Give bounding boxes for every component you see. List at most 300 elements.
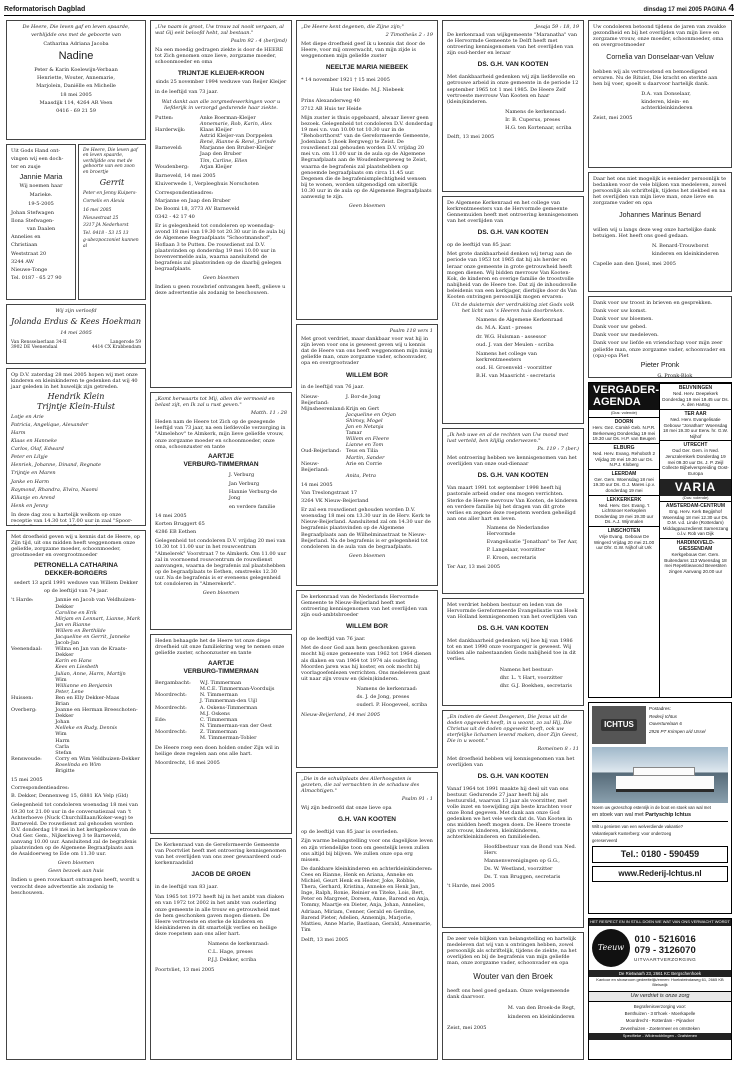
c4-koot2-sign-0: Namens de Algemene Kerkenraad xyxy=(476,317,563,324)
c5-agenda-varia-sub: (Dus: volende) xyxy=(682,495,709,501)
c5-funeral-banner: HET RESPECT EN IN STILL DOEN WE WAT VAN ONS VERWACHT WORDT xyxy=(590,919,730,924)
block: Oud-Beijerland: xyxy=(301,448,342,455)
block: Kees en Liesbeth xyxy=(55,664,99,671)
block xyxy=(155,680,287,741)
block: Willianne en Benjamin xyxy=(55,682,113,689)
block: Mirjam en Lennart, Lianne, Mark xyxy=(55,615,141,622)
c1-jannie-roep2: Marieke. xyxy=(29,191,53,198)
koot-hoek-van-holland xyxy=(442,598,584,706)
c5-funeral-cta: Uw verdriet is onze zorg xyxy=(589,991,731,1002)
c5-ichtus-tel: 0180 - 590459 xyxy=(641,849,700,860)
c5-velu-body: hebben wij als vertroostend en bemoedigend ervaren. Nu de Rituist, Die kracht en sterkte aan hen bij voer, spoelt u daarvoor hartelijk dank. xyxy=(593,68,718,88)
c5-agenda-title2: AGENDA xyxy=(593,395,641,408)
block: Ben en Elly Dekker-Maas xyxy=(55,694,120,701)
c2-jacob-sign-1: C.L. Hage, preses xyxy=(207,949,253,956)
c5-ichtus-addr-3: 2926 PT Krimpen a/d IJssel xyxy=(649,728,706,734)
c5-ichtus-logo: ICHTUS xyxy=(601,719,637,731)
c3-neeltje1-name: NEELTJE MARIA NIEBEEK xyxy=(325,64,409,72)
block: Arjan Kleijer xyxy=(199,163,233,170)
death-koot-family xyxy=(296,772,438,1060)
c1-hendrik-names-1: Trijntje Klein-Hulst xyxy=(36,402,115,412)
koot-genemuiden xyxy=(442,196,584,424)
c1-jannie-addr-0: Weststraat 20 xyxy=(11,251,47,258)
block: Mijnsheerenland: xyxy=(301,405,346,412)
block: Martin, Sander xyxy=(345,454,385,461)
c1-huwelijk-a2: Langerode 59 xyxy=(110,339,141,345)
block xyxy=(633,767,696,776)
c5-pieter-lines-1: Dank voor uw komst. xyxy=(593,308,647,315)
c1-hendrik-kids-8: Janke en Harm xyxy=(11,478,50,485)
block xyxy=(155,735,200,741)
block: Willem en Fleere xyxy=(345,436,390,443)
c3-willem1-ref: Psalm 118 vers 1 xyxy=(389,328,433,334)
c1-jannie-lines-1: vingen wij een doch- xyxy=(11,156,64,163)
header-page-number: 4 xyxy=(728,2,734,14)
c5-funeral-note: Kantoor en showroom gedeeltelijk/ennen: Hoeksteindaweg 61, 2665 KB Bleiswijk xyxy=(596,977,724,987)
c5-ichtus-ship-note: Noem uw gezeschop estenrijk in de boot en stoek van wal met xyxy=(592,805,711,810)
c1-nadine-parents-1: Henriette, Wouter, Annemarie, xyxy=(37,74,115,81)
c1-hendrik-kids-4: Carlos, Olaf, Edward xyxy=(11,446,64,453)
block xyxy=(649,706,705,736)
c1-gerrit-addr-0: Nieuwstraat 25 xyxy=(83,215,119,221)
c2-aartje1-date: 14 mei 2005 xyxy=(155,513,187,520)
varia-title: VARIA xyxy=(660,479,731,496)
c4-wouter-sign-0: M. van den Broek-de Regt, xyxy=(507,1005,576,1012)
c4-koot4-sign-2: dhr. G.J. Boekhen, secretaris xyxy=(499,682,572,689)
c3-willem1-body: Er zal een rouwdienst gehouden worden D.V. woensdag 18 mei om 13.30 uur in de Herv. Kerk te Nieuw-Beijerland. Aansluitend zal om 14.30 uur de begrafenis plaatsvinden op de Algemene Begraafplaats aan de Wilhelminastraat te Nieuw-Beijerland. Na de begrafenis is er gelegenheid tot condoleren in de aula van de begraafplaats. xyxy=(301,507,431,550)
gerrit-name: Gerrit xyxy=(99,178,125,188)
c2-jacob-sign-2: P.J.J. Dekker, scriba xyxy=(207,957,257,964)
block: Z. Timmerman xyxy=(199,728,238,735)
block: BEUVNINGEN xyxy=(678,385,713,391)
block: Huissen: xyxy=(11,694,34,701)
c2-kroon-name: TRIJNTJE KLEIJER-KROON xyxy=(177,69,265,77)
block: Jacqueline en Gerrit, Janneke xyxy=(55,633,130,640)
c2-jacob-body: Van 1965 tot 1972 heeft hij in het ambt van diaken en van 1972 tot 2002 in het ambt van ouderling onze gemeente in alle trouw en getrouwheid met de hem geschonken gaven mogen dienen. De Heere vertroeste en sterke de kinderen en kleinkinderen in dit smartelijk verlies en heilige deze roepstem aan ons aller hart. xyxy=(155,894,285,937)
c2-aartje2-date: Moordrecht, 16 mei 2005 xyxy=(155,760,220,767)
c1-gerrit-parents-1: Cornelis en Alexia xyxy=(83,198,125,204)
c4-koot3-name: DS. G.H. VAN KOOTEN xyxy=(477,472,549,480)
c2-aartje2-name-1: VERBURG-TIMMERMAN xyxy=(183,668,259,676)
c5-funeral-list-2: Moordrecht - Rotterdam - Pijnacker xyxy=(625,1018,695,1024)
block: C. Timmerman xyxy=(199,716,238,723)
c1-hendrik-kids-5: Peter en Lilyje xyxy=(11,454,48,461)
agenda-item xyxy=(589,526,659,552)
c1-petronella-age: op de leeftijd van 74 jaar. xyxy=(43,588,109,595)
c5-pieter-lines-4: Dank voor uw medeleven. xyxy=(593,332,659,339)
c1-hendrik-kids-2: Harm xyxy=(11,429,26,436)
c1-gerrit-addr-1: 3317 JA Nederhorst xyxy=(83,223,129,229)
c1-jannie-fam-4: Christiaan xyxy=(11,242,38,249)
block: Wilma en Jan van de Kraats-Dekker xyxy=(55,646,128,659)
c5-funeral-tel2: 079 - 3126070 xyxy=(634,945,696,957)
block xyxy=(301,394,433,479)
c5-ichtus-addr-2: Ouverturelaan 6 xyxy=(649,721,682,727)
c3-koot-intro: Wij zijn bedroefd dat onze lieve opa xyxy=(301,805,392,812)
ad-ichtus xyxy=(588,702,732,914)
koot-ter-aar xyxy=(442,428,584,594)
block: Harderwijk: xyxy=(155,127,186,134)
block xyxy=(592,821,728,822)
c5-ichtus-brand: Partyschip Ichtus xyxy=(645,812,692,819)
c1-petronella-nob2: Geen bezoek aan huis xyxy=(48,868,104,875)
c3-neeltje1-ref: 2 Timotheüs 2 : 19 xyxy=(385,32,433,39)
thanks-pronk xyxy=(588,296,732,378)
c4-koot2-name: DS. G.H. VAN KOOTEN xyxy=(477,229,549,237)
c4-koot5-ref: Romeinen 8 : 11 xyxy=(537,746,579,753)
agenda-item xyxy=(589,495,659,526)
block: J. Bor-de Jong xyxy=(345,393,381,400)
block: Jacqueline en Orjan xyxy=(345,411,397,418)
block xyxy=(616,776,714,792)
block: Ned. Herv. Ger. Evang. 't Lichtsnoer Kerkeplein Donderdag 19 mei 19.30 uur Ds. A.J. Wijnmalen xyxy=(594,502,654,525)
c3-neeltje1-verse: „De Heere kent degenen, die Zijne zijn;" xyxy=(301,24,404,30)
c3-koot-name: G.H. VAN KOOTEN xyxy=(337,816,397,824)
c4-wouter-sign-1: kinderen en kleinkinderen xyxy=(507,1013,575,1020)
c2-jacob-intro: De Kerkenraad van de Gereformeerde Gemeente van Poortvliet heeft met ontroering kennisgenomen van het overlijden van ons zeer gewaardeerd oud-kerkenraadslid xyxy=(155,842,287,867)
death-petronella xyxy=(6,530,146,1060)
c1-petronella-since: sedert 13 april 1991 weduwe van Willem Dekker xyxy=(14,580,138,587)
block: Moordrecht: xyxy=(155,728,187,735)
c5-ichtus-q2: Vakantiepark Kusterberg: voor onderzoeg xyxy=(592,830,672,836)
family-row xyxy=(301,394,433,406)
block: René, Rianne & René, Jorinde xyxy=(199,139,276,146)
c1-jannie-date: 19-5-2005 xyxy=(28,200,54,207)
c5-velu-date: Zeist, mei 2005 xyxy=(593,115,633,122)
ship-photo xyxy=(592,747,728,803)
page-date xyxy=(644,3,735,15)
c2-jacob-sign-0: Namens de kerkenraad: xyxy=(207,941,269,948)
c3-willem1-nob: Geen bloemen xyxy=(348,552,386,559)
block: 't Harde: xyxy=(11,597,34,604)
c2-aartje1-verse: „Komt herwaarts tot Mij, allen die vermoeid en belast zijt, en Ik zal u rust geven." xyxy=(155,396,275,409)
block: Nieuw-Beijerland: xyxy=(301,393,329,406)
c1-nadine-addr: Maasdijk 114, 4264 AR Veen xyxy=(39,100,113,107)
koot-bond xyxy=(442,710,584,928)
c1-petronella-date: 15 mei 2005 xyxy=(11,777,43,784)
c1-huwelijk-a4: 4414 CX Krabbendam xyxy=(91,345,141,351)
c5-funeral-list-1: Benthuizen - 3 B'hoek - Moerkapelle xyxy=(624,1010,696,1016)
c1-petronella-name-0: PETRONELLA CATHARINA xyxy=(34,562,118,570)
block: Tamar xyxy=(345,430,362,437)
block: Karin en Hans xyxy=(55,658,92,665)
c2-kroon-body: Er is gelegenheid tot condoleren op woensdag-avond 18 mei van 19.30 tot 20.30 uur in de aula bij de Algemene Begraafplaats "Schootmanshof", Hoflaan 3 te Putten. De rouwdienst zal D.V. plaatsvinden op donderdag 19 mei 10.00 uur in bovenvermelde aula, waarna aansluitend de begrafenis zal plaatsvinden op de daarbij gelegen begraafplaats. xyxy=(155,223,286,272)
block: N. Timmerman-van der Oest xyxy=(199,722,272,729)
block: Herv. Gez. Comité Geb. N.P.R. Berkenweg Donderdag 19 mei 19.30 uur Ds. H.P. van Beugen xyxy=(592,425,656,442)
c3-willem1-intro: Met groot verdriet, maar dankbaar voor wat hij in zijn leven voor ons is geweest geven wij u kennis dat de Heere van ons heeft weggenomen mijn innig geliefde man, onze zorgzame vader, schoonvader, opa en overgrootvader xyxy=(301,336,433,367)
agenda-item xyxy=(589,417,659,443)
c5-johannes-sign-1: kinderen en kleinkinderen xyxy=(651,251,719,258)
block: W.J. Timmerman xyxy=(199,680,242,687)
c3-willem1-addr-1: 3264 VK Nieuw-Beijerland xyxy=(301,498,369,505)
c5-ichtus-q: Wilt u genieten van een welverdiende vakantie? xyxy=(592,823,684,829)
c4-koot3-intro: Met ontroering hebben we kennisgenomen van het overlijden van onze oud-dienaar xyxy=(447,455,577,468)
block: Nieuw-Beijerland: xyxy=(301,460,329,473)
block xyxy=(301,473,346,479)
c1-nadine-lines-1: verblijdde ons met de geboorte van xyxy=(31,32,121,39)
c2-kroon-age: in de leeftijd van 73 jaar. xyxy=(155,88,218,95)
c1-petronella-nob: Geen bloemen xyxy=(57,860,95,867)
c4-koot2-sign-2: dr. W.G. Hulsman - assessor xyxy=(476,333,547,340)
block: Barneveld: xyxy=(155,145,183,152)
c5-funeral-foot: Specifieke - Wildenckhlingen - Grafstenen xyxy=(589,1033,731,1040)
block: Veenendaal: xyxy=(11,646,42,653)
c5-agenda-sub: (Dus: volende) xyxy=(610,410,637,416)
c4-koot5-name: DS. G.H. VAN KOOTEN xyxy=(477,772,549,780)
block xyxy=(589,417,659,552)
block: Willem en Berthilde xyxy=(55,627,106,634)
c1-jannie-lines-2: ter en zusje xyxy=(11,164,41,171)
c3-willem1-addr-0: Van Treslongstraat 17 xyxy=(301,489,358,496)
c4-koot3-sign-1: Evangelisatie "Jonathan" te Ter Aar, xyxy=(486,539,578,546)
c5-johannes-date: Capelle aan den IJssel, mei 2005 xyxy=(593,261,676,268)
block: Stefan xyxy=(55,749,72,756)
death-willem-1 xyxy=(296,324,438,586)
c2-aartje1-sign-1: Jan Verburg xyxy=(228,480,260,487)
birth-gerrit xyxy=(78,144,146,300)
block: Johan xyxy=(55,719,70,726)
c5-johannes-name: Johannes Marinus Benard xyxy=(619,212,701,220)
c2-aartje1-ref: Matth. 11 : 28 xyxy=(250,410,287,417)
header-page-label: PAGINA xyxy=(703,6,727,13)
c4-koot4-body: Met dankbaarheid gedenken wij hoe hij van 1986 tot en met 1990 onze voorganger is geweest. Wij bidden alle nabestaanden Gods nabijheid toe in dit verlies. xyxy=(447,638,577,663)
block: Teus en Tilia xyxy=(345,448,379,455)
family-row xyxy=(301,473,433,479)
block: Jaap den Bruber xyxy=(199,151,242,158)
block: N. Timmerman xyxy=(199,692,238,699)
block: Klaas Kleijer xyxy=(199,127,233,134)
c1-hendrik-kids-7: Trijntje en Maren xyxy=(11,470,56,477)
c5-pieter-lines-2: Dank voor uw bloemen. xyxy=(593,316,654,323)
c3-willem2-intro: De kerkenraad van de Nederlands Hervormde Gemeente te Nieuw-Beijerland heeft met ontroering kennisgenomen van het overlijden van zijn oud-ambtsbroeder xyxy=(301,594,428,619)
agenda-item xyxy=(660,383,731,409)
c4-koot5-sign-0: Hoofdbestuur van de Bond van Ned. Herv. xyxy=(483,843,577,856)
c4-koot5-sign-3: Ds. T. van Bruggen, secretaris xyxy=(483,873,561,880)
c4-koot1-sign-2: H.G. ten Kortenaar, scriba xyxy=(505,125,572,132)
c2-aartje1-name-1: VERBURG-TIMMERMAN xyxy=(183,460,259,468)
c4-wouter-date: Zeist, mei 2005 xyxy=(447,1024,487,1031)
c4-wouter-body: heeft ons heel goed gedaan. Onze welgemeende dank daarvoor. xyxy=(447,988,570,1001)
block: Jannie en Jacob van Veldhuizen-Dekker xyxy=(55,597,137,610)
c2-jacob-name: JACOB DE GROEN xyxy=(191,871,251,879)
block xyxy=(589,383,660,697)
c4-koot2-age: op de leeftijd van 85 jaar. xyxy=(447,242,512,249)
c1-hendrik-names-0: Hendrik Klein xyxy=(47,392,105,402)
c3-willem2-name: WILLEM BOR xyxy=(346,623,388,631)
c2-aartje1-addr-1: 4286 EB Eethen xyxy=(155,529,197,536)
c5-velu-sign-1: kinderen, klein- en achterkleinkinderen xyxy=(641,99,693,112)
block: DOORN xyxy=(614,418,634,425)
c1-nadine-lines-0: De Heere, Die leven gaf en leven spaarde, xyxy=(22,24,130,30)
block xyxy=(660,501,731,576)
c1-nadine-date: 18 mei 2005 xyxy=(60,91,92,98)
block: M.C.E. Timmerman-Voorduijs xyxy=(199,686,275,693)
block xyxy=(11,768,55,774)
block: Annemarie, Rob, Karin, Alex xyxy=(199,120,272,127)
c1-hendrik-kids-11: Henk en Jenny xyxy=(11,502,49,509)
engagement xyxy=(6,304,146,364)
family-row xyxy=(155,164,287,170)
c5-ichtus-brand-pre: en stoek van wal met xyxy=(592,812,644,819)
c3-neeltje1-by: Huis ter Heide: M.J. Niebeek xyxy=(330,87,404,94)
c4-koot2-sign-1: ds. M.A. Kant - preses xyxy=(476,325,532,332)
c1-nadine-full: Catharina Adriana Jacoba xyxy=(43,41,109,48)
c4-koot4-name: DS. G.H. VAN KOOTEN xyxy=(477,625,549,633)
block: Kerkgebouw Ger. Gem. Buitendams 113 Woensdag 18 mei Repetitieavond Bevestiten zingen Aanvang 20.00 uur xyxy=(664,552,727,574)
ichtus-logo xyxy=(592,706,646,744)
c1-jannie-addr-1: 3244 AW xyxy=(11,259,34,266)
c1-hendrik-kids-3: Klaas en Hanneke xyxy=(11,438,57,445)
block xyxy=(11,597,141,774)
block: Renswoude: xyxy=(11,755,42,762)
block: Moordrecht: xyxy=(155,692,187,699)
c3-koot-ref: Psalm 91 : 1 xyxy=(401,796,433,803)
c5-velu-name: Cornelia van Donselaar-van Veluw xyxy=(606,54,714,62)
c1-jannie-fam-1: Ilona Stefwagen- xyxy=(11,217,54,224)
c1-gerrit-parents-0: Peter en Jenny Kuipers- xyxy=(83,191,137,197)
agenda-item xyxy=(660,501,731,538)
block: Shimsy, Mogel xyxy=(345,417,383,424)
anniversary-klein xyxy=(6,368,146,526)
c2-jacob-age: in de leeftijd van 83 jaar. xyxy=(155,884,218,891)
death-aartje-2 xyxy=(150,634,292,834)
death-willem-2 xyxy=(296,590,438,768)
block: Jan en Rianne xyxy=(55,621,91,628)
ichtus-brand xyxy=(589,812,731,819)
c3-neeltje1-addr-1: 3712 AB Huis ter Heide xyxy=(301,105,362,112)
block: Marjanne den Bruber-Kleijer xyxy=(199,145,274,152)
block xyxy=(155,115,287,170)
c4-koot1-name: DS. G.H. VAN KOOTEN xyxy=(477,61,549,69)
c1-hendrik-rec: In deze dag zou u hartelijk welkom op onze receptie van 14.30 tot 17.00 uur in zaal "Spoor- xyxy=(11,511,133,524)
c2-aartje1-sign-3: en verdere familie xyxy=(228,503,276,510)
block: Lianne en Tom xyxy=(345,442,384,449)
c1-petronella-body: Gelegenheid tot condoleren woensdag 18 mei van 19.30 tot 21.00 uur in de conversatiezaal van 't Achterhoeve (Nuck Churchilllaan/Koker-weg) te Barneveld. De rouwdienst zal gehouden worden D.V. donderdag 19 mei in het kerkgebouw van de Oud Ger. Gem., Nijkerkweg 3 te Barneveld, aanvang 10.00 uur. Aansluitend zal de begrafenis plaatsvinden op de Algemene Begraafplaats aan de Asaldoerweg te Ede om 11.30 uur. xyxy=(11,802,138,858)
block: Arie en Corrie xyxy=(345,460,382,467)
c4-koot5-body: Vanaf 1964 tot 1991 maakte hij deel uit van ons bestuur. Gedurende 27 jaar heeft hij als bestuurslid, waarvan 13 jaar als voorzitter, met volle inzet en toewijding zijn beste krachten voor onze Bond gegeven. Met dank aan onze God gedenken we het vele werk dat ds. Van Kooten in ons midden heeft mogen doen. De Heere troeste zijn vrouw, kinderen, kleinkinderen, achterkleinkinderen en familieleden. xyxy=(447,785,573,841)
c3-neeltje1-nob: Geen bloemen xyxy=(348,203,386,210)
c4-koot3-date: Ter Aar, 13 mei 2005 xyxy=(447,564,501,571)
thanks-van-veluw xyxy=(588,20,732,168)
ichtus-phone xyxy=(592,846,728,863)
c5-funeral-list-0: Begrafenisverzorging voor: xyxy=(633,1003,687,1009)
c2-kroon-place: Barneveld, 14 mei 2005 xyxy=(155,172,216,179)
c2-kroon-since: sinds 25 november 1994 weduwe van Reijer Kleijer xyxy=(155,79,287,86)
c5-agenda-title1: VERGADER- xyxy=(593,384,660,396)
c3-neeltje1-body: Mijn zuster is thuis opgebaard, alwaar liever geen bezoek. Gelegenheid tot condoleren D.V. donderdag 19 mei v.n. van 10.00 tot 10.30 uur in de "Behoborthorst" van de Gereformeerde Gemeente, Jodenlaan 5 (hoek Bergweg) te Zeist. De rouwdienst zal gehouden worden D.V. vrijdag 20 mei v.n. om 11.00 uur in de aula op de Algemene Begraafplaats aan de Woudenbergseweg te Zeist, waarna de begrafenis zal plaatshebben op genoemde begraafplaats om circa 11.45 uur. Degenen die de begrafenismplechtigheid wensen bij te wonen, worden uitgenodigd om uiterlijk 10.30 uur in de aula op de Algemene Begraafplaats aanwezig te zijn. xyxy=(301,114,433,200)
meeting-agenda xyxy=(588,382,732,698)
c3-willem2-age: op de leeftijd van 76 jaar. xyxy=(301,636,366,643)
family-row xyxy=(11,646,141,658)
c1-gerrit-date: 16 mei 2005 xyxy=(83,208,112,214)
c1-huwelijk-date: 14 mei 2005 xyxy=(60,329,92,336)
c3-koot-fam: De dankbare kleinkinderen en achterkleinkinderen: Cees en Rianne, Henk en Ariana, Anneke en Michiel, Geurt Henk en Hester, Joke, Robbie, Thera, Gerhard, Kristina, Anneke en Henk Jan, Inge, Ralph, Ronie, Reinier en Titeke, Lois, Bert, Peter en Margreet, Doreen, Anne, Barend en Anja, Tommy, Maartje en Dieter, Anja, Johan, Annelies, Adriaan, Miriam, Cenner, Gerald en Gerdine, Barend Pieter, Adelien, Annemijn, Marjorie, Mattieu, Anne Marie, Bastiaan, Gerald, Annemarie, Tim xyxy=(301,865,433,933)
c3-willem2-body: Met de door God aan hem geschonken gaven mocht hij onze gemeente van 1962 tot 1964 dienen als diaken en van 1964 tot 1974 als ouderling. Moorden jaren was hij koster, en ook mocht hij voorlagoefenlezen verrichten. Ons medeleven gaat uit naar zijn vrouw en (klein)kinderen. xyxy=(301,645,432,682)
family-row xyxy=(155,735,287,741)
c2-aartje1-body: Gelegenheid tot condoleren D.V. vrijdag 20 mei van 10.30 tot 11.00 uur in het rouwcentrum "Almelerek" Voorstraat 7 te Almkerk. Om 11.00 uur zal in voornoemd rouwcentrum de rouwdienst aanvangen, waarna de begrafenis zal plaatshebben op de begraafplaats te Eethen, omstreeks 12.30 uur. Na de begrafenis is er eveneens gelegenheid tot condoleren in "Almerekerk". xyxy=(155,538,287,587)
block: Caroline en Erik xyxy=(55,609,97,616)
block: Anke Boerman-Kleijer xyxy=(199,114,256,121)
block: Jan en Netanja xyxy=(345,424,384,431)
block: Roselinda en Wim xyxy=(55,761,101,768)
c4-koot3-sign-3: F. Kroon, secretaris xyxy=(486,555,537,562)
block: UTRECHT xyxy=(683,442,708,449)
block: Tim, Carline, Ellen xyxy=(199,157,248,164)
c1-jannie-roep: Wij noemen haar xyxy=(19,183,63,190)
block: Putten: xyxy=(155,114,174,121)
c1-petronella-name-1: DEKKER-BORGERS xyxy=(44,570,108,578)
c1-jannie-fam-2: van Daalen xyxy=(26,225,56,232)
block: ELBURG xyxy=(613,444,635,451)
death-aartje-1 xyxy=(150,392,292,630)
c2-kroon-addr0: Kluiverwede 1, Verpleeghuis Norschoten xyxy=(155,180,259,187)
family-row xyxy=(11,768,141,774)
c1-hendrik-kids-9: Raymond, Rhandra, Elvira, Naomi xyxy=(11,486,98,493)
death-neeltje xyxy=(296,20,438,320)
block: Overberg: xyxy=(11,707,37,714)
c1-huwelijk-intro: Wij zijn verloofd xyxy=(55,308,97,314)
c1-jannie-fam-3: Annelies en xyxy=(11,233,41,240)
c3-willem2-sign-0: Namens de kerkenraad: xyxy=(356,685,418,692)
block: Jacob-Jan xyxy=(55,640,80,647)
header-date: dinsdag 17 mei 2005 xyxy=(643,6,702,13)
block: Carla xyxy=(55,743,69,750)
block: Vrije Evang. Gebouw De Wingerd Vrijdag 20 mei 21.00 uur Dhr. G.W. Nijhof uit Urk xyxy=(593,534,655,551)
c3-willem1-age: in de leeftijd van 76 jaar. xyxy=(301,384,364,391)
family-row xyxy=(11,707,141,719)
c4-koot3-ref: Ps. 119 : 7 (ber.) xyxy=(537,446,579,453)
block: Wim xyxy=(55,731,67,738)
block: Astrid Kleijer-van Dorppelen xyxy=(199,133,273,140)
c2-aartje2-intro: Heden behaagde het de Heere tot onze diepe droefheid uit onze familiekring weg te nemen onze geliefde zuster, schoonzuster en tante xyxy=(155,638,285,657)
c1-jannie-fam-0: Johan Stefwagen xyxy=(11,209,54,216)
c5-velu-sign-0: D.A. van Donselaar, xyxy=(641,91,691,98)
block: Ede: xyxy=(155,716,167,723)
page-header xyxy=(4,4,734,16)
c1-hendrik-kids-0: Lotje en Arie xyxy=(11,413,44,420)
block: Ger. Gem. Woensdag 18 mei 19.30 uur Ds. G.J. Mares i.p.v. donderdag 19 mei xyxy=(593,476,655,493)
c1-hendrik-intro: Op D.V. zaterdag 28 mei 2005 hopen wij met onze kinderen en kleinkinderen te gedenken dat wij 40 jaar geleden in het huwelijk zijn getreden. xyxy=(11,372,138,391)
ichtus-website[interactable]: www.Rederij-Ichtus.nl xyxy=(592,866,728,882)
c5-pieter-name: Pieter Pronk xyxy=(640,361,680,369)
c2-aartje1-intro: Heden nam de Heere tot Zich op de gezegende leeftijd van 73 jaar, na een liefdevolle verzorging in "Almelehov" te Almkerk, mijn lieve geliefde vrouw, onze zorgzame moeder en schoonmoeder, onze oma, schoonzuster en tante xyxy=(155,419,286,450)
c2-aartje2-body: De Heere roep een doen holden onder Zijn wil in heilige deze regelen aan ons alle hart. xyxy=(155,745,280,758)
c2-aartje1-addr-0: Korten Bruggert 65 xyxy=(155,521,205,528)
c3-willem2-date: Nieuw-Beijerland, 14 mei 2005 xyxy=(301,712,380,719)
block: Bergambacht: xyxy=(155,680,191,687)
block: Oud Ger. Gem. in Ned. Jeruzalemkerk Donderdag 19 mei 09.30 uur Ds. J. P. Zeijl Collecte Bijbelverspreiding Oost-Europa xyxy=(662,448,729,476)
block: Peter, Lene xyxy=(55,688,84,695)
c4-koot5-sign-1: Mannenverenigingen op G.G., xyxy=(483,857,560,864)
c5-ichtus-addr-0: Postadres: xyxy=(649,706,671,711)
c3-koot-verse: „Die in de schuilplaats des Allerhoogsten is gezeten, die zal vernachten in de schaduw des Almachtigen." xyxy=(301,776,420,795)
c4-koot4-sign-0: Namens het bestuur: xyxy=(499,666,554,673)
c4-koot5-sign-2: Ds. W. Westland, voorzitter xyxy=(483,865,553,872)
c1-huwelijk-a3: 3902 DE Veenendaal xyxy=(11,345,58,351)
c2-kroon-intro: Na een moedig gedragen ziekte is door de HEERE tot Zich genomen onze lieve, zorgzame moeder, schoonmoeder en oma xyxy=(155,47,284,66)
block xyxy=(11,345,141,350)
c5-ichtus-addr-1: Rederij Ichtus xyxy=(649,713,678,719)
c2-kroon-corr4: 0342 - 42 17 40 xyxy=(155,214,195,221)
c2-kroon-corr: Correspondentieadres: xyxy=(155,189,214,196)
c4-koot2-verse: Uit de duisternis der verdrukking ziet Gods volk het licht van 's Heeren huis doorbreken. xyxy=(451,302,575,315)
c4-wouter-intro: De zeer vele blijken van belangstelling en hartelijk medeleven dat wij van u ontvingen hebben, zowel persoonlijk als schriftelijk, tijdens de ziekte, na het overlijden en bij de begrafenis van mijn geliefde man, onze zorgzame vader, schoonvader en opa xyxy=(447,936,577,967)
thanks-wouter xyxy=(442,932,584,1060)
c1-gerrit-lines-0: De Heere, Die leven gaf en leven spaarde, verblijdde ons met de geboorte van een zoon en broertje xyxy=(83,148,138,175)
c2-kroon-verse: „Uw naam is groot, Uw trouw zal nooit vergaan, al wat Gij eeit beloofd hebt, zal bestaan." xyxy=(155,24,284,37)
death-jacob xyxy=(150,838,292,1060)
c3-koot-body: Zijn warme belangstelling voor ons dagelijkse leven en zijn vriendelijke toon om geestelijk leven zullen ons altijd bij blijven. We zullen onze opa erg missen. xyxy=(301,838,433,863)
